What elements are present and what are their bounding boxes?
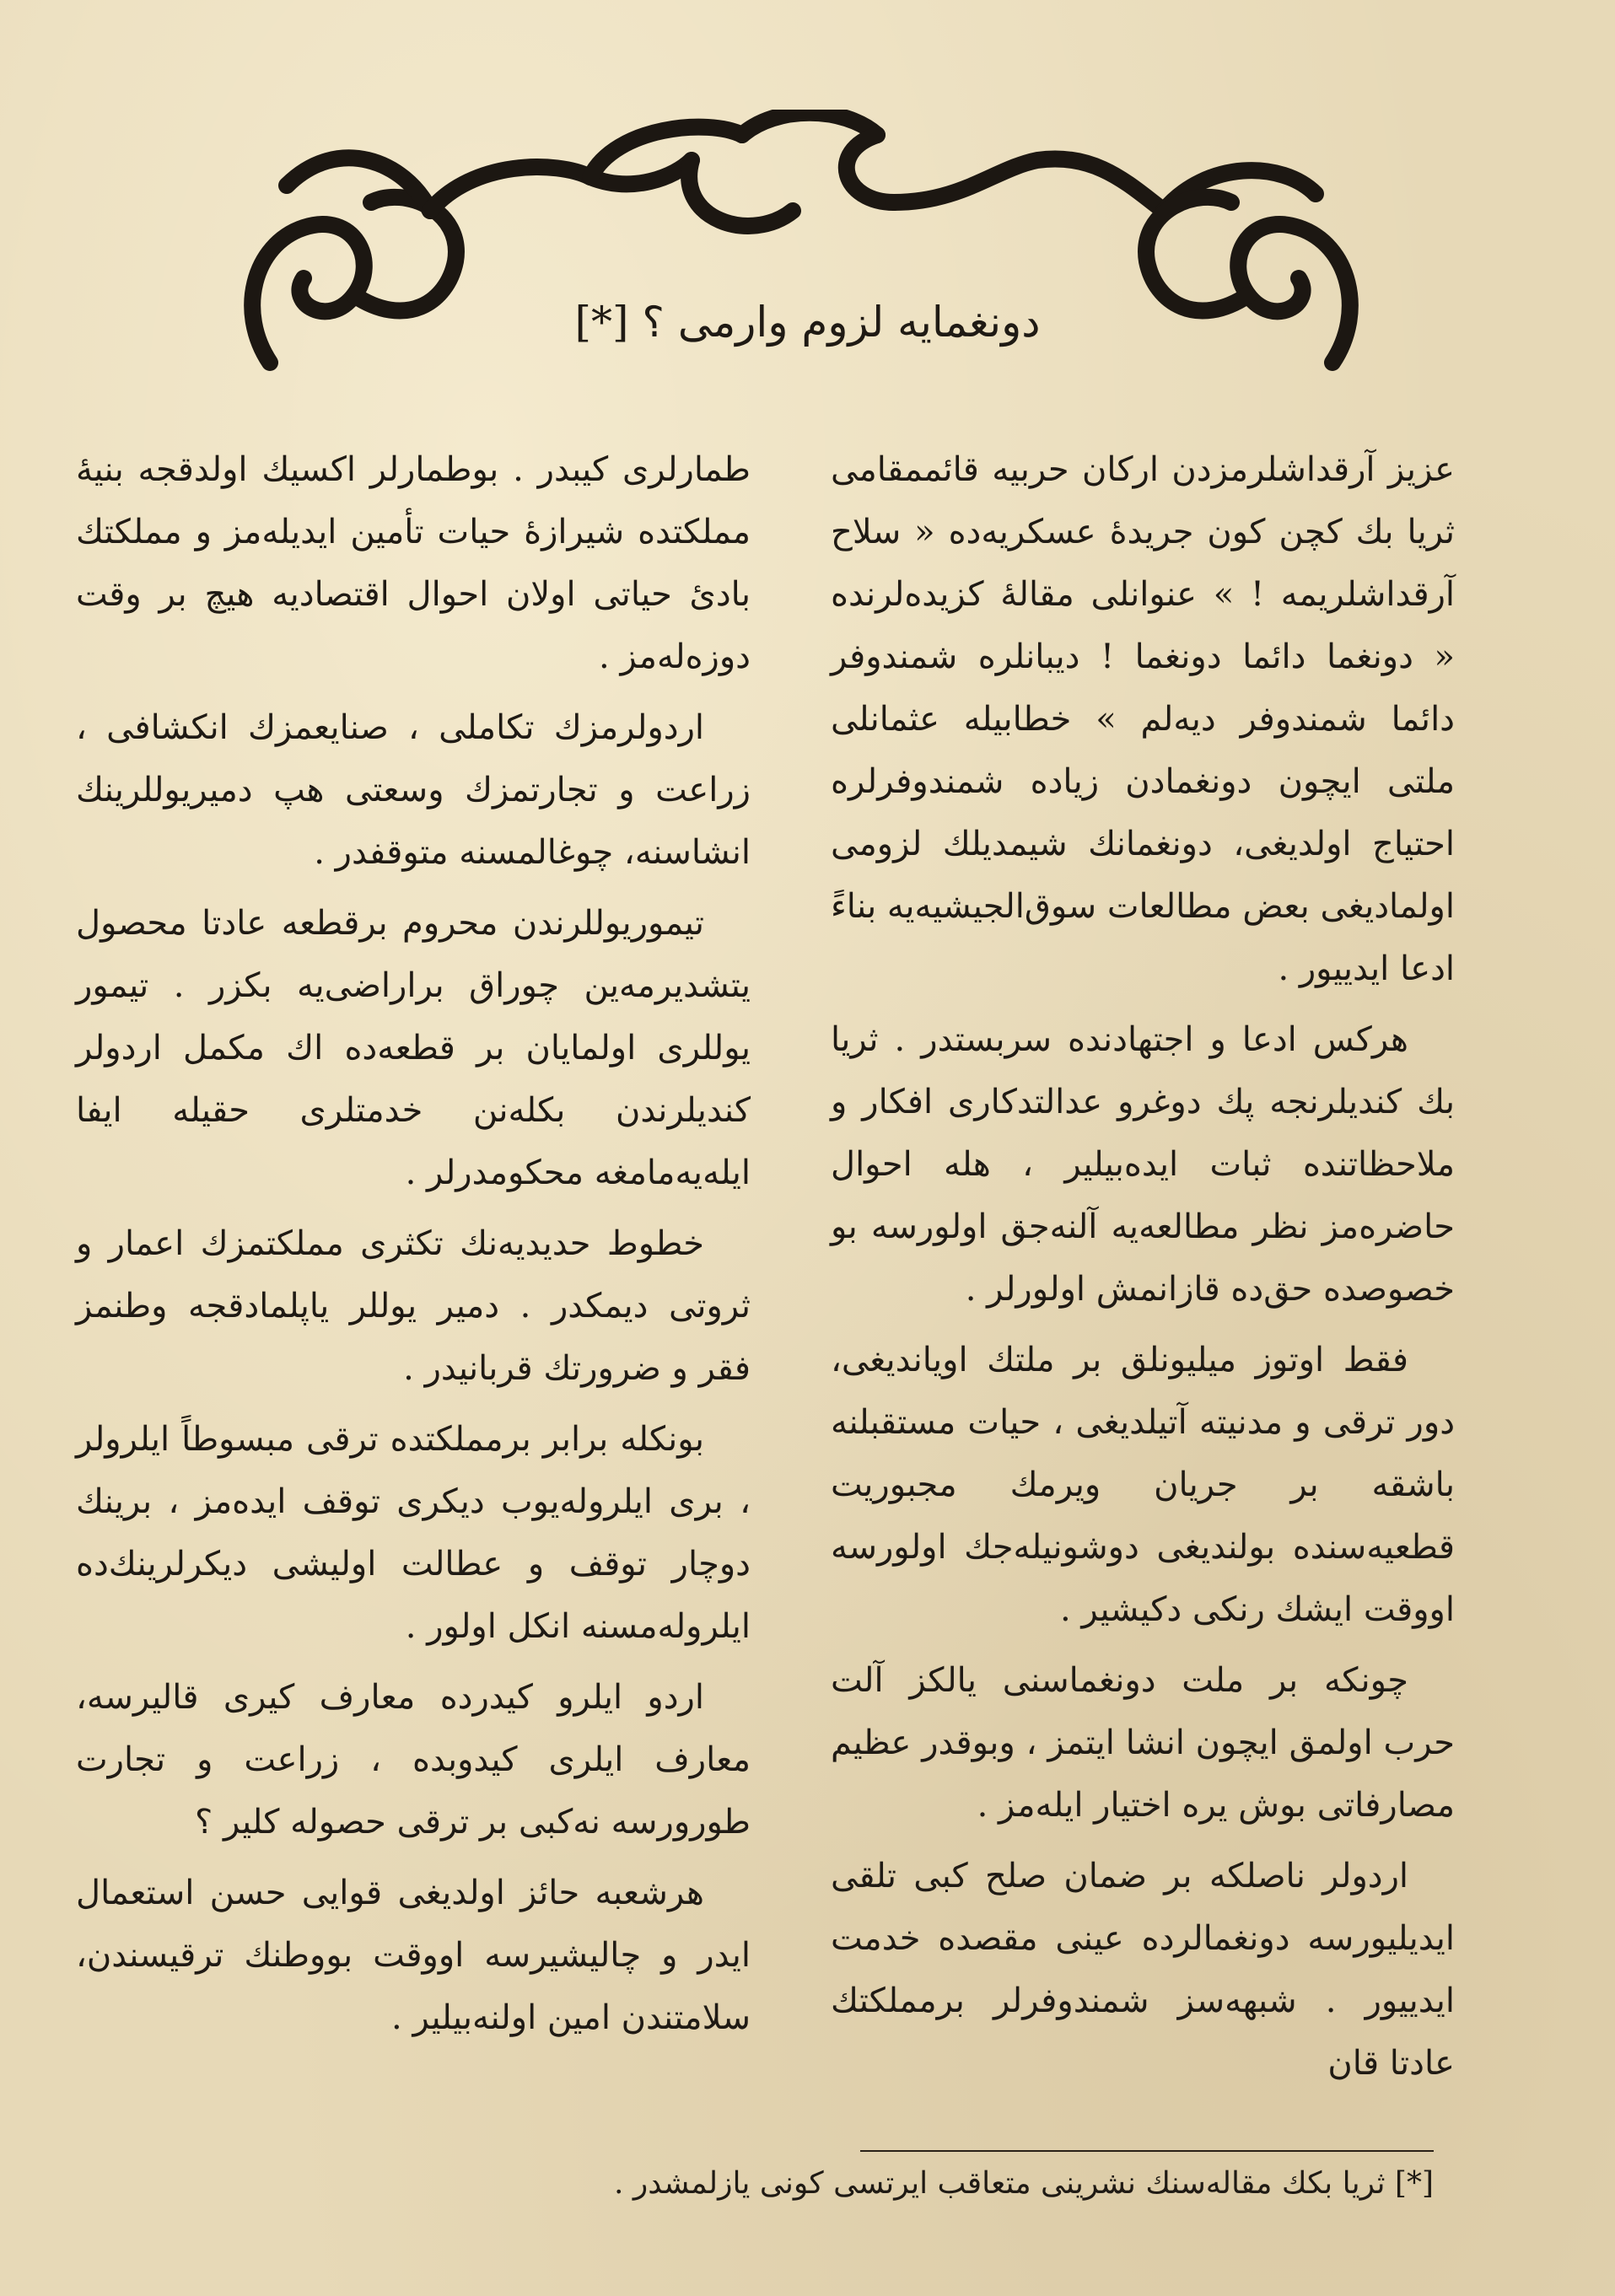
paragraph: هرکس ادعا و اجتهادنده سربستدر . ثریا بك کندیلرنجه پك دوغرو عدالتدکاری افکار و ملاحظاتنده ثبات ایده‌بیلیر ، هله احوال حاضره‌مز نظر مطالعه‌یه آلنه‌جق اولورسه بو خصوصده حق‌ده قازانمش اولورلر .: [831, 1020, 1455, 1309]
footnote-divider: [860, 2150, 1434, 2152]
paragraph: اردو ایلرو کیدرده معارف کیری قالیرسه، معارف ایلری کیدوبده ، زراعت و تجارت طورورسه نه‌کبی بر ترقی حصوله کلیر ؟: [76, 1678, 751, 1842]
paragraph: بونکله برابر برمملکتده ترقی مبسوطاً ایلرولر ، بری ایلروله‌یوب دیکری توقف ایده‌مز ، برینك دوچار توقف و عطالت اولیشی دیکرلرینك‌ده ایلروله‌مسنه انکل اولور .: [76, 1420, 751, 1646]
paragraph: طمارلری کیبدر . بوطمارلر اکسیك اولدقجه بنیهٔ مملکتده شیرازهٔ حیات تأمین ایدیله‌مز و مملکتك بادئ حیاتی اولان احوال اقتصادیه هیچ بر وقت دوزه‌له‌مز .: [76, 450, 751, 676]
paragraph: چونکه بر ملت دونغماسنی یالکز آلت حرب اولمق ایچون انشا ایتمز ، وبوقدر عظیم مصارفاتی بوش یره اختیار ایله‌مز .: [831, 1661, 1455, 1825]
paragraph: فقط اوتوز میلیونلق بر ملتك اویاندیغی، دور ترقی و مدنیته آتیلدیغی ، حیات مستقبلنه باشقه بر جریان ویرمك مجبوریت قطعیه‌سنده بولندیغی دوشونیله‌جك اولورسه اووقت ایشك رنکی دکیشیر .: [831, 1341, 1455, 1629]
paragraph: خطوط حدیدیه‌نك تکثری مملکتمزك اعمار و ثروتی دیمکدر . دمیر یوللر یاپلمادقجه وطنمز فقر و ضرورتك قربانیدر .: [76, 1224, 751, 1388]
paragraph: اردولرمزك تکاملی ، صنایعمزك انکشافی ، زراعت و تجارتمزك وسعتی هپ دمیریوللرینك انشاسنه، چوغالمسنه متوقفدر .: [76, 708, 751, 872]
footnote: [*] ثریا بکك مقاله‌سنك نشرینی متعاقب ایرتسی کونی یازلمشدر .: [614, 2166, 1434, 2201]
paragraph: عزیز آرقداشلرمزدن ارکان حربیه قائممقامی ثریا بك کچن کون جریدهٔ عسکریه‌ده « سلاح آرقداشلریمه ! » عنوانلی مقالهٔ کزیده‌لرنده « دونغما دائما دونغما ! دیبانلره شمندوفر دائما شمندوفر دیه‌لم » خطابیله عثمانلی ملتی ایچون دونغمادن زیاده شمندوفرلره احتیاج اولدیغی، دونغمانك شیمدیلك لزومی اولمادیغی بعض مطالعات سوق‌الجیشیه‌یه بناءً ادعا ایدییور .: [831, 450, 1455, 988]
paragraph: هرشعبه حائز اولدیغی قوایی حسن استعمال ایدر و چالیشیرسه اووقت بووطنك ترقیسندن، سلامتندن امین اولنه‌بیلیر .: [76, 1874, 751, 2037]
left-text-column: [76, 438, 751, 2057]
right-text-column: [831, 438, 1455, 2103]
paragraph: تیموریوللرندن محروم برقطعه عادتا محصول یتشدیرمه‌ین چوراق براراضی‌یه بکزر . تیمور یوللری اولمایان بر قطعه‌ده اك مکمل اردولر کندیلرندن بکله‌نن خدمتلری حقیله ایفا ایله‌یه‌مامغه محکومدرلر .: [76, 904, 751, 1192]
page-title: دونغمایه لزوم وارمی ؟ [*]: [574, 298, 1041, 347]
paragraph: اردولر ناصلکه بر ضمان صلح کبی تلقی ایدیلیورسه دونغمالرده عینی مقصده خدمت ایدییور . شبهه‌سز شمندوفرلر برمملکتك عادتا قان: [831, 1857, 1455, 2083]
